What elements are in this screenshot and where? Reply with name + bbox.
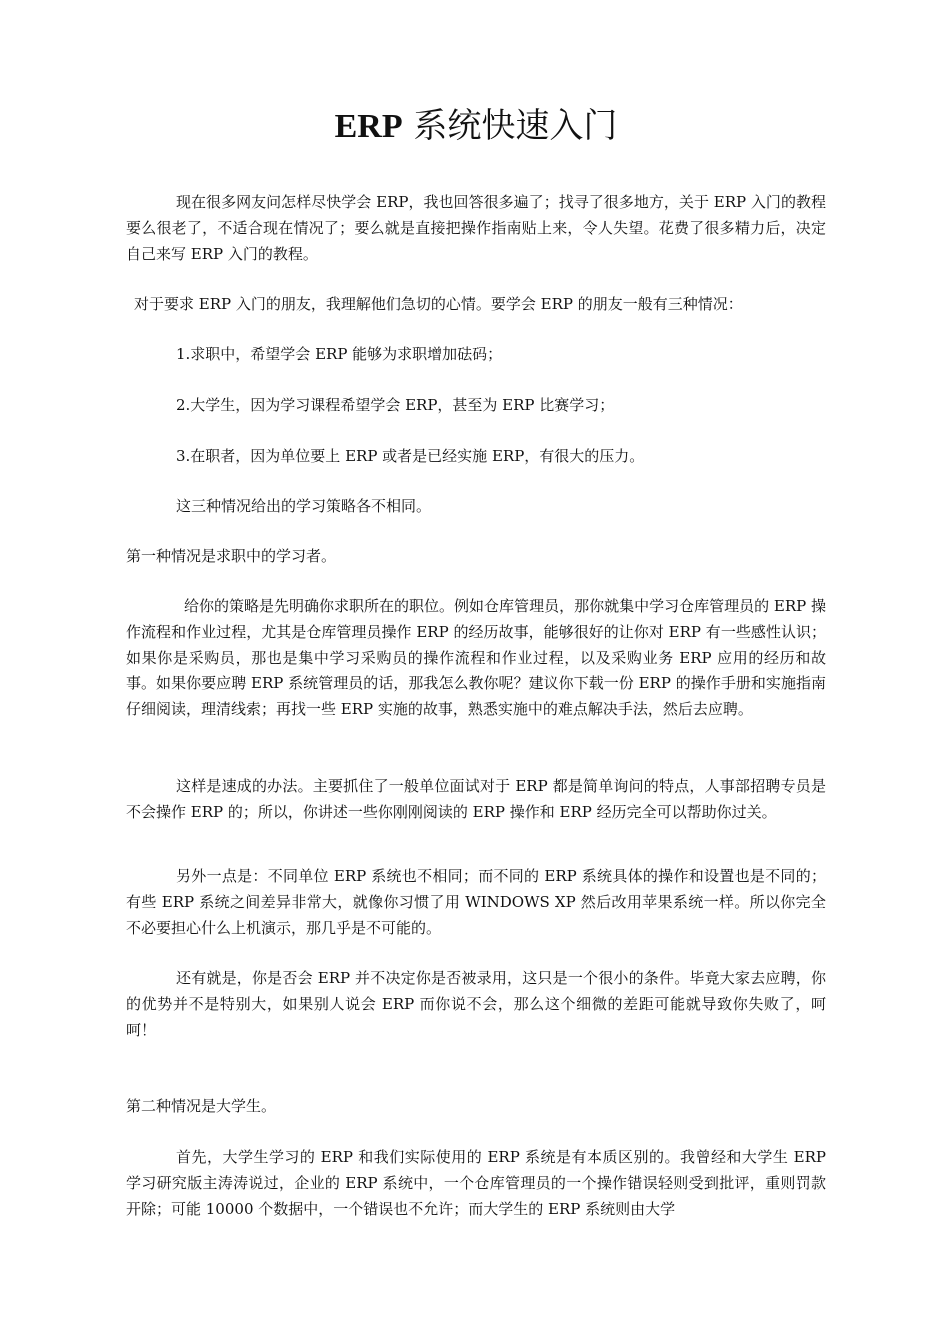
paragraph-strategies-differ: 这三种情况给出的学习策略各不相同。: [176, 497, 432, 515]
paragraph-student-erp: 首先，大学生学习的 ERP 和我们实际使用的 ERP 系统是有本质区别的。我曾经和大学生 ERP 学习研究版主涛涛说过，企业的 ERP 系统中，一个仓库管理员的一个操作错误轻则受到批评，重则罚款开除；可能 10000 个数据中，一个错误也不允许；而大学生的 ERP 系统则由大学: [126, 1148, 826, 1218]
paragraph-intro: 现在很多网友问怎样尽快学会 ERP，我也回答很多遍了；找寻了很多地方，关于 ERP 入门的教程要么很老了，不适合现在情况了；要么就是直接把操作指南贴上来，令人失望。花费了很多精力后，决定自己来写 ERP 入门的教程。: [126, 193, 826, 263]
title-cjk-part: 系统快速入门: [402, 106, 618, 146]
list-item-3: 3.在职者，因为单位要上 ERP 或者是已经实施 ERP，有很大的压力。: [176, 447, 645, 465]
list-item-2: 2.大学生，因为学习课程希望学会 ERP，甚至为 ERP 比赛学习；: [176, 396, 615, 414]
list-item-1: 1.求职中，希望学会 ERP 能够为求职增加砝码；: [176, 345, 503, 363]
title-latin-part: ERP: [334, 108, 403, 145]
paragraph-quick-method: 这样是速成的办法。主要抓住了一般单位面试对于 ERP 都是简单询问的特点，人事部招聘专员是不会操作 ERP 的；所以，你讲述一些你刚刚阅读的 ERP 操作和 ERP 经历完全可以帮助你过关。: [126, 777, 826, 821]
paragraph-systems-differ: 另外一点是：不同单位 ERP 系统也不相同；而不同的 ERP 系统具体的操作和设置也是不同的；有些 ERP 系统之间差异非常大，就像你习惯了用 WINDOWS XP 然后改用苹果系统一样。所以你完全不必要担心什么上机演示，那几乎是不可能的。: [126, 867, 826, 937]
section-heading-job-seekers: 第一种情况是求职中的学习者。: [126, 547, 337, 565]
document-title: [126, 104, 826, 149]
section-heading-students: 第二种情况是大学生。: [126, 1097, 277, 1115]
paragraph-small-condition: 还有就是，你是否会 ERP 并不决定你是否被录用，这只是一个很小的条件。毕竟大家去应聘，你的优势并不是特别大，如果别人说会 ERP 而你说不会，那么这个细微的差距可能就导致你失败了，呵呵！: [126, 969, 826, 1039]
paragraph-three-cases: 对于要求 ERP 入门的朋友，我理解他们急切的心情。要学会 ERP 的朋友一般有三种情况：: [134, 295, 743, 313]
paragraph-job-seeker-strategy: 给你的策略是先明确你求职所在的职位。例如仓库管理员，那你就集中学习仓库管理员的 ERP 操作流程和作业过程，尤其是仓库管理员操作 ERP 的经历故事，能够很好的让你对 ERP 有一些感性认识；如果你是采购员，那也是集中学习采购员的操作流程和作业过程，以及采购业务 ERP 应用的经历和故事。如果你要应聘 ERP 系统管理员的话，那我怎么教你呢？建议你下载一份 ERP 的操作手册和实施指南仔细阅读，理清线索；再找一些 ERP 实施的故事，熟悉实施中的难点解决手法，然后去应聘。: [126, 597, 826, 719]
